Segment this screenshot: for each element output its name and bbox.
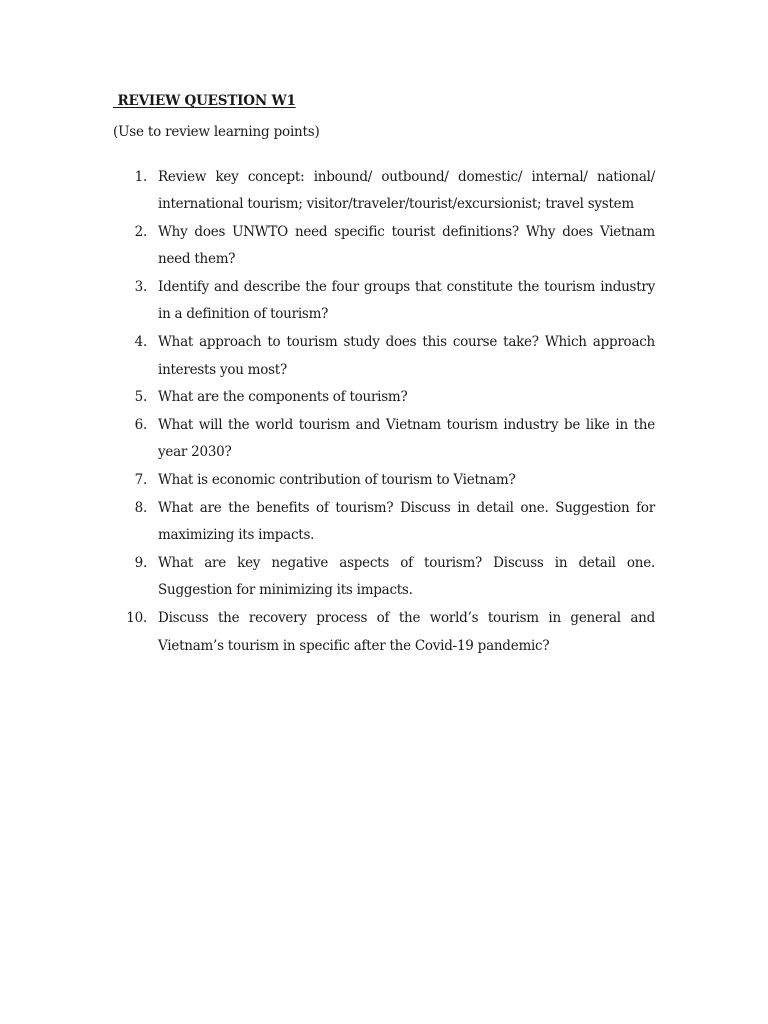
question-text: Why does UNWTO need specific tourist definitions? Why does Vietnam need them?	[158, 224, 655, 268]
question-number: 10.	[126, 610, 147, 627]
question-number: 1.	[134, 169, 147, 185]
page-subtitle: (Use to review learning points)	[113, 124, 320, 140]
question-text: What are the components of tourism?	[158, 389, 408, 406]
question-number: 2.	[134, 224, 147, 241]
question-item-4	[113, 329, 655, 384]
page-title: REVIEW QUESTION W1	[113, 93, 296, 109]
question-item-7	[113, 467, 655, 494]
question-text: Review key concept: inbound/ outbound/ domestic/ internal/ national/ international tourism; visitor/traveler/tourist/excursionist; travel system	[158, 169, 655, 213]
question-item-2	[113, 219, 655, 274]
question-text: What approach to tourism study does this course take? Which approach interests you most?	[158, 334, 655, 378]
question-item-6	[113, 412, 655, 467]
question-number: 6.	[134, 417, 147, 434]
question-number: 8.	[134, 500, 147, 517]
question-number: 9.	[134, 555, 147, 572]
question-item-8	[113, 495, 655, 550]
question-number: 7.	[134, 472, 147, 489]
question-text: Discuss the recovery process of the world’s tourism in general and Vietnam’s tourism in specific after the Covid-19 pandemic?	[158, 610, 655, 654]
question-number: 5.	[134, 389, 147, 406]
question-item-10	[113, 605, 655, 660]
question-text: What are key negative aspects of tourism? Discuss in detail one. Suggestion for minimizing its impacts.	[158, 555, 655, 599]
question-item-9	[113, 550, 655, 605]
question-item-5	[113, 384, 655, 411]
question-list	[113, 164, 655, 660]
question-text: Identify and describe the four groups that constitute the tourism industry in a definition of tourism?	[158, 279, 655, 323]
question-text: What are the benefits of tourism? Discuss in detail one. Suggestion for maximizing its impacts.	[158, 500, 655, 544]
question-item-3	[113, 274, 655, 329]
question-number: 4.	[134, 334, 147, 351]
question-text: What will the world tourism and Vietnam tourism industry be like in the year 2030?	[158, 417, 655, 461]
question-item-1	[113, 164, 655, 219]
question-text: What is economic contribution of tourism to Vietnam?	[158, 472, 516, 489]
question-number: 3.	[134, 279, 147, 296]
